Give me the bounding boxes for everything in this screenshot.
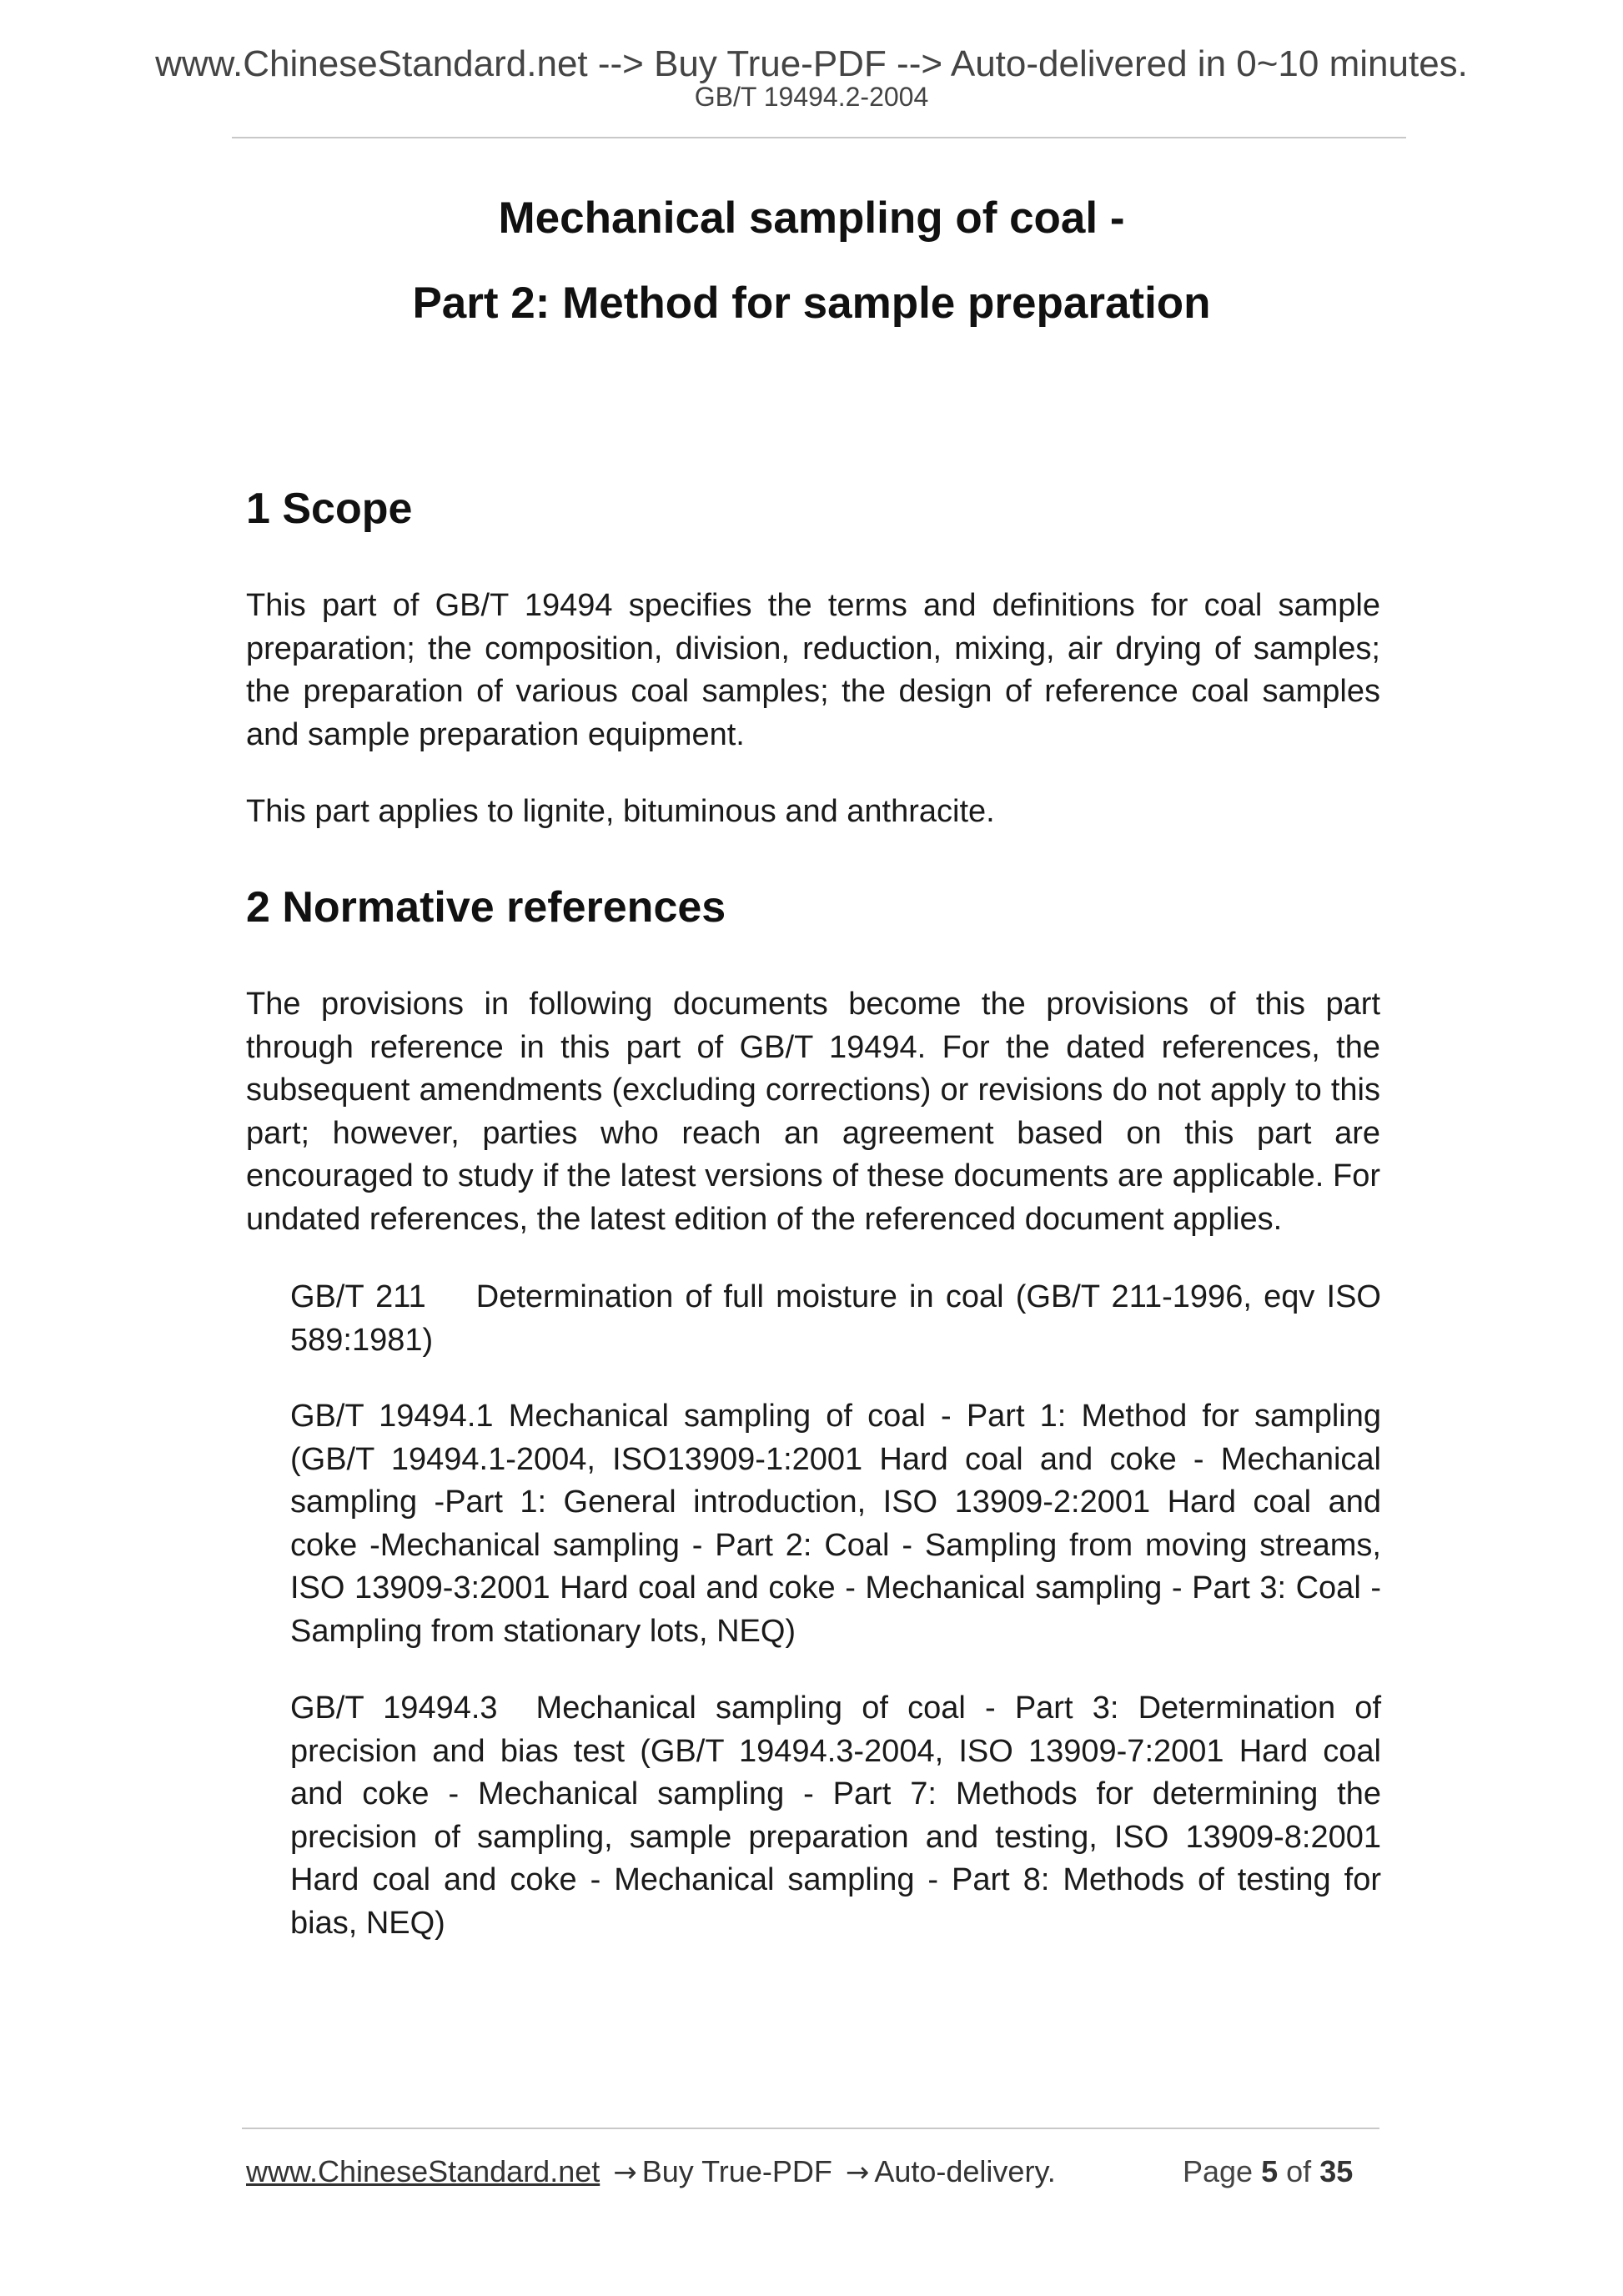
document-title-line-2: Part 2: Method for sample preparation [412,279,1211,328]
page-total: 35 [1319,2154,1354,2188]
reference-text: Mechanical sampling of coal - Part 1: Method for sampling (GB/T 19494.1-2004, ISO13909-1:2001 Hard coal and coke - Mechanical sampling -Part 1: General introduction, ISO 13909-2:2001 Hard coal and coke -Mechanical sampling - Part 2: Coal - Sampling from moving streams, ISO 13909-3:2001 Hard coal and coke - Mechanical sampling - Part 3: Coal -Sampling from stationary lots, NEQ) [290,1399,1382,1649]
section-heading-normative-references: 2 Normative references [246,883,726,932]
footer-delivery-text: Auto-delivery. [874,2154,1056,2188]
reference-code: GB/T 19494.1 [290,1399,494,1434]
footer-links [246,2154,1056,2190]
reference-code: GB/T 211 [290,1279,426,1314]
reference-item [290,1276,1381,1362]
document-title-line-1: Mechanical sampling of coal - [498,193,1125,243]
reference-code: GB/T 19494.3 [290,1691,498,1726]
page-label: Page [1183,2154,1254,2188]
reference-item [290,1395,1381,1653]
footer-buy-text: Buy True-PDF [641,2154,832,2188]
scope-paragraph-2: This part applies to lignite, bituminous and anthracite. [246,794,995,829]
reference-text: Mechanical sampling of coal - Part 3: Determination of precision and bias test (GB/T 19494.3-2004, ISO 13909-7:2001 Hard coal and coke - Mechanical sampling - Part 7: Methods for determining the precision of sampling, sample preparation and testing, ISO 13909-8:2001 Hard coal and coke - Mechanical sampling - Part 8: Methods of testing for bias, NEQ) [290,1691,1382,1941]
normative-paragraph-1: The provisions in following documents become the provisions of this part through reference in this part of GB/T 19494. For the dated references, the subsequent amendments (excluding corrections) or revisions do not apply to this part; however, parties who reach an agreement based on this part are encouraged to study if the latest versions of these documents are applicable. For undated references, the latest edition of the referenced document applies. [246,987,1380,1237]
footer-site-link[interactable]: www.ChineseStandard.net [246,2154,600,2188]
arrow-right-icon: → [613,2156,637,2189]
arrow-right-icon: → [845,2156,870,2189]
section-heading-scope: 1 Scope [246,485,413,533]
page-indicator [1183,2154,1353,2189]
header-divider [232,137,1406,138]
header-banner: www.ChineseStandard.net --> Buy True-PDF --> Auto-delivered in 0~10 minutes. [155,43,1468,84]
footer-divider [242,2128,1379,2129]
reference-item [290,1687,1381,1945]
reference-text: Determination of full moisture in coal (GB/T 211-1996, eqv ISO 589:1981) [290,1279,1381,1358]
scope-paragraph-1: This part of GB/T 19494 specifies the terms and definitions for coal sample preparation; the composition, division, reduction, mixing, air drying of samples; the preparation of various coal samples; the design of reference coal samples and sample preparation equipment. [246,588,1380,752]
page-current: 5 [1261,2154,1279,2188]
document-code: GB/T 19494.2-2004 [694,82,929,112]
of-label: of [1286,2154,1312,2188]
